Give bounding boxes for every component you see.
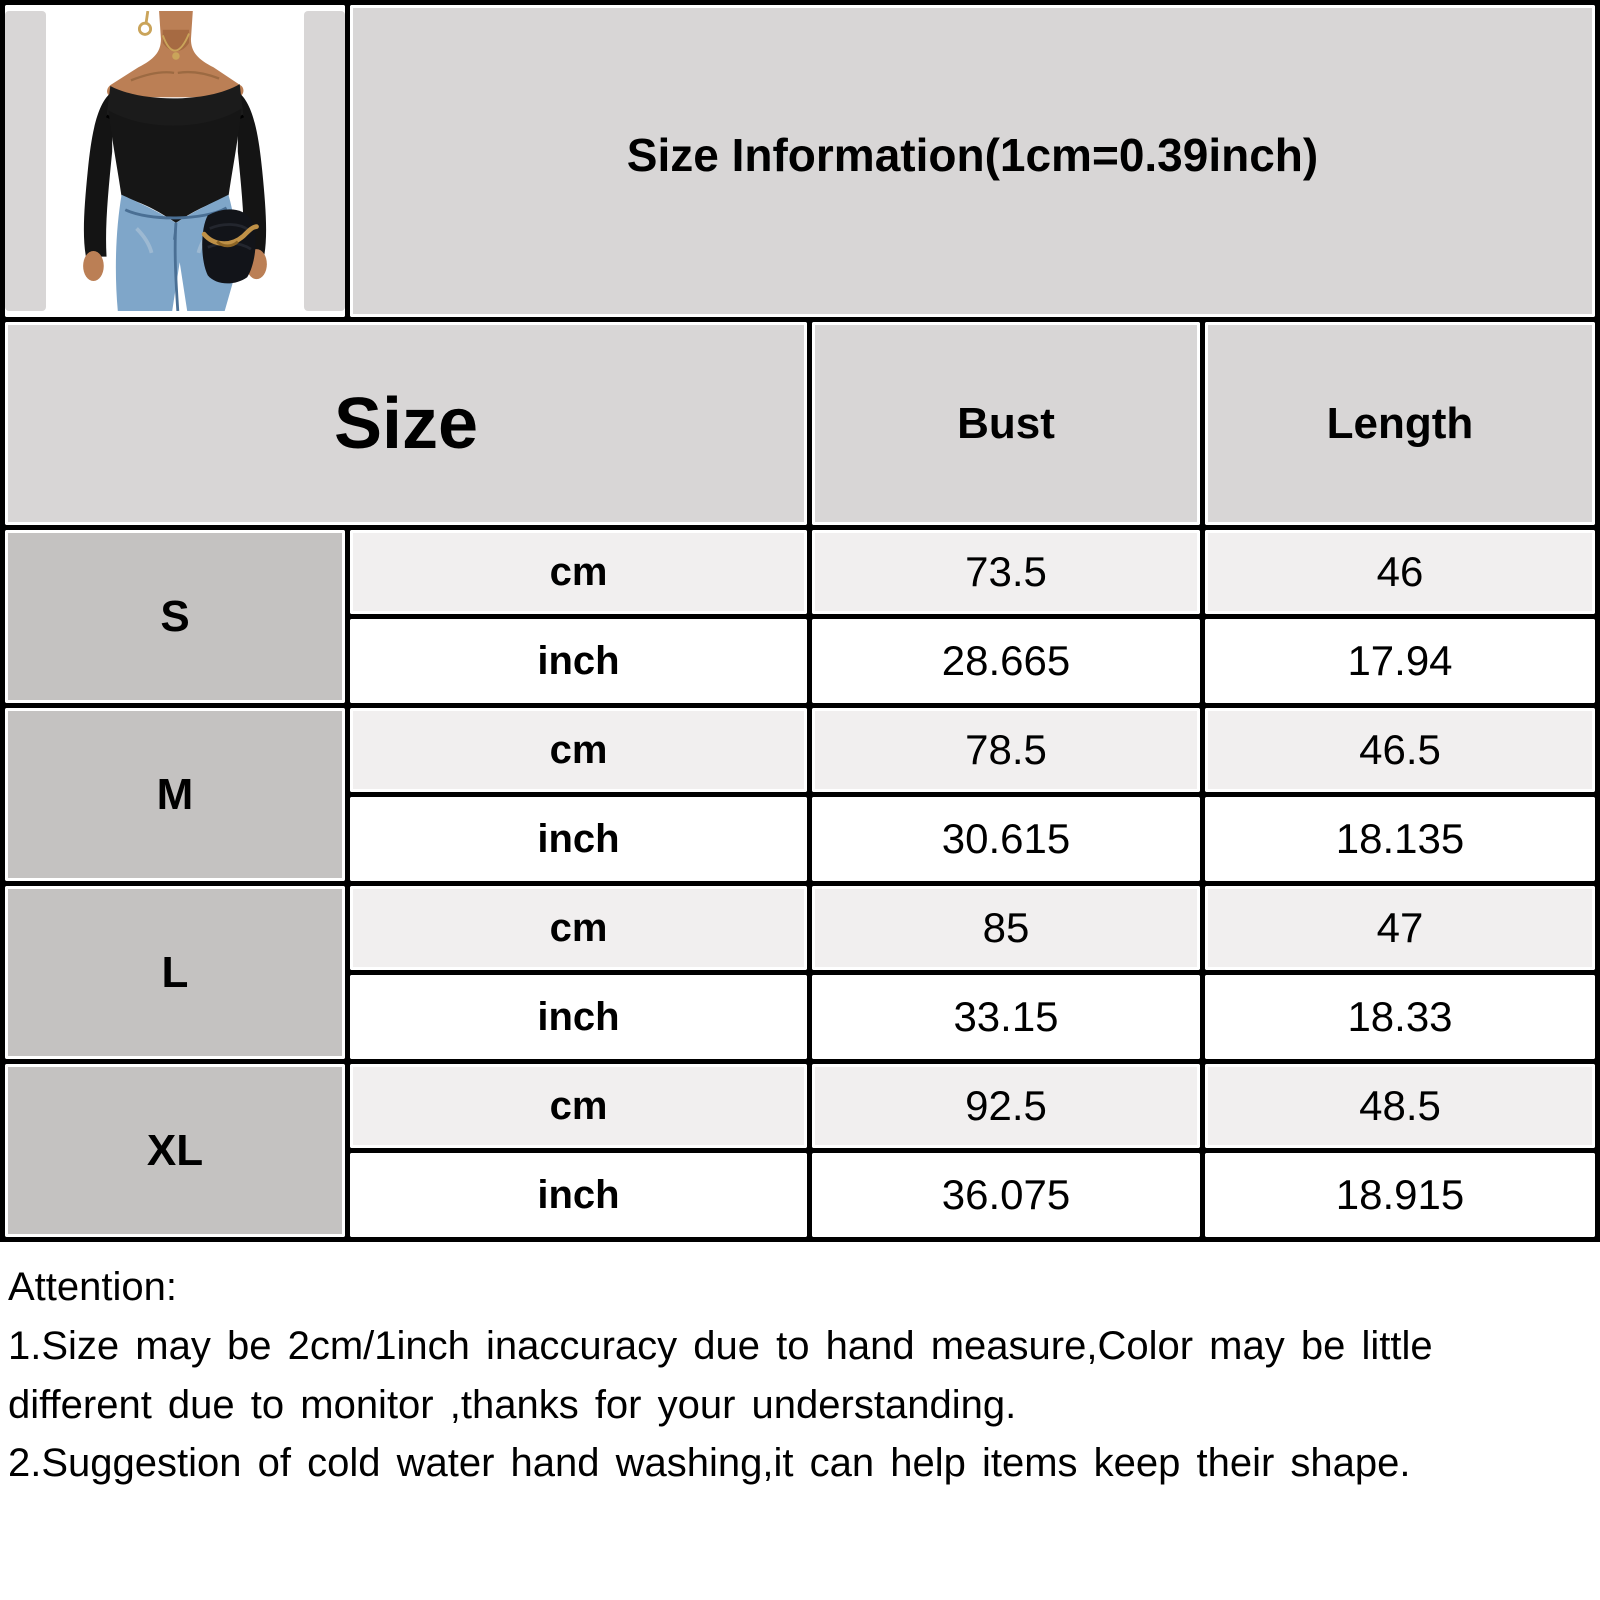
attention-section [0,1242,1536,1493]
unit-label: cm [350,886,807,970]
product-photo-illustration [50,11,300,311]
length-value: 46 [1205,530,1595,614]
unit-label: inch [350,975,807,1059]
left-gray-strip [5,11,46,311]
attention-note-1: 1.Size may be 2cm/1inch inaccuracy due to hand measure,Color may be little different due to monitor ,thanks for your understanding. [8,1323,1433,1427]
bust-value: 36.075 [812,1153,1200,1237]
column-header-row [5,322,1595,525]
table-row-xl [5,1064,1595,1237]
length-value: 46.5 [1205,708,1595,792]
row-l-cm [350,886,1595,970]
length-value: 17.94 [1205,619,1595,703]
row-xl-inch [350,1153,1595,1237]
row-s-cm [350,530,1595,614]
product-image-cell [5,5,345,317]
attention-note-2: 2.Suggestion of cold water hand washing,it can help items keep their shape. [8,1441,1411,1486]
size-label: S [5,530,345,703]
bust-value: 33.15 [812,975,1200,1059]
unit-label: cm [350,530,807,614]
unit-label: inch [350,797,807,881]
length-value: 18.915 [1205,1153,1595,1237]
bust-column-header: Bust [812,322,1200,525]
top-row [5,5,1595,317]
length-value: 48.5 [1205,1064,1595,1148]
bust-value: 85 [812,886,1200,970]
bust-value: 73.5 [812,530,1200,614]
size-label: XL [5,1064,345,1237]
bust-value: 78.5 [812,708,1200,792]
length-value: 47 [1205,886,1595,970]
row-m-cm [350,708,1595,792]
right-gray-strip [304,11,345,311]
size-label: M [5,708,345,881]
bust-value: 28.665 [812,619,1200,703]
unit-label: inch [350,619,807,703]
row-xl-cm [350,1064,1595,1148]
unit-label: cm [350,708,807,792]
table-row-s [5,530,1595,703]
table-row-l [5,886,1595,1059]
attention-heading: Attention: [8,1265,178,1309]
bust-value: 30.615 [812,797,1200,881]
product-photo [46,5,304,317]
title-cell [350,5,1595,317]
size-column-header: Size [5,322,807,525]
length-value: 18.135 [1205,797,1595,881]
unit-label: cm [350,1064,807,1148]
size-label: L [5,886,345,1059]
page-title: Size Information(1cm=0.39inch) [626,129,1319,181]
bust-value: 92.5 [812,1064,1200,1148]
length-column-header: Length [1205,322,1595,525]
table-row-m [5,708,1595,881]
row-m-inch [350,797,1595,881]
row-s-inch [350,619,1595,703]
unit-label: inch [350,1153,807,1237]
length-value: 18.33 [1205,975,1595,1059]
row-l-inch [350,975,1595,1059]
